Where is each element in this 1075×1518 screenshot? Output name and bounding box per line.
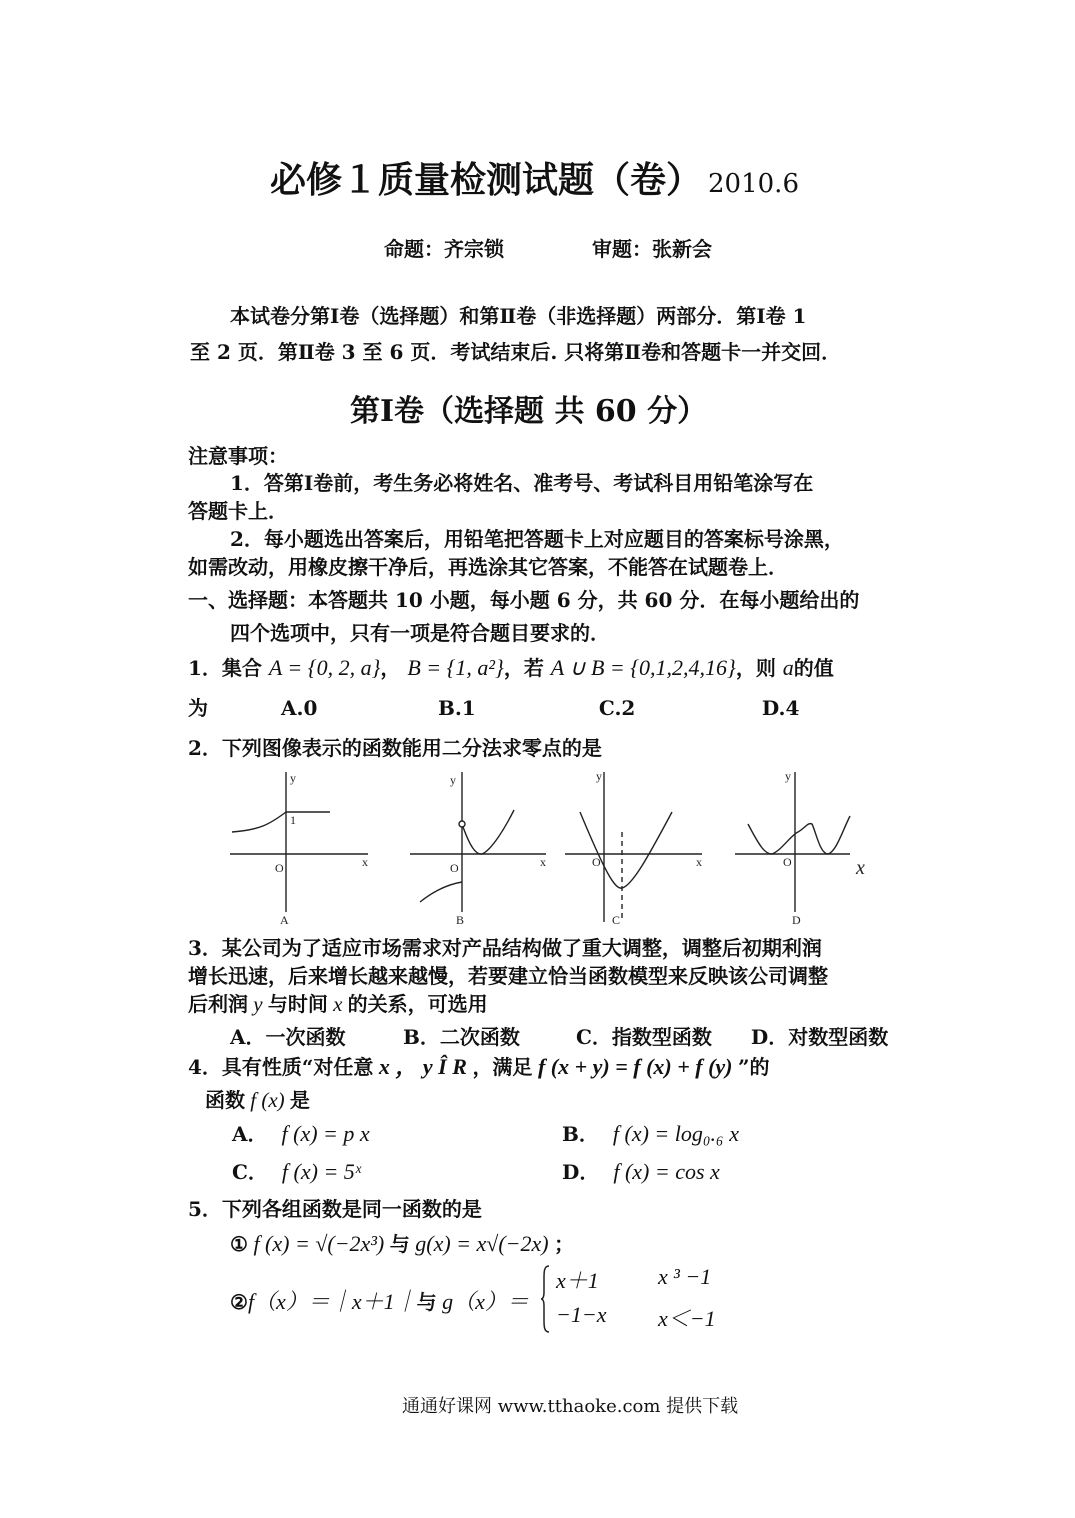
svg-text:O: O <box>783 855 792 869</box>
q3-option-c[interactable]: C．指数型函数 <box>575 1025 712 1049</box>
graph-b[interactable] <box>410 772 546 927</box>
q4-option-d[interactable]: D． f (x) = cos x <box>562 1159 720 1184</box>
q1-option-c[interactable]: C.2 <box>598 696 636 720</box>
part-heading-line-1: 一、选择题：本答题共 10 小题，每小题 6 分，共 60 分．在每小题给出的 <box>188 588 860 612</box>
graph-d[interactable] <box>735 769 865 927</box>
q1-option-b[interactable]: B.1 <box>437 696 476 720</box>
graph-d-label: D <box>792 913 801 927</box>
notice-item-2-line-2: 如需改动，用橡皮擦干净后，再选涂其它答案，不能答在试题卷上． <box>188 555 788 579</box>
svg-text:1: 1 <box>290 813 296 827</box>
piece-2-expr: −1−x <box>556 1302 607 1327</box>
svg-text:x: x <box>362 855 368 869</box>
author-line <box>384 233 712 262</box>
svg-text:O: O <box>275 861 284 875</box>
graph-c-label: C <box>612 913 621 927</box>
footer-credit: 通通好课网 www.tthaoke.com 提供下载 <box>402 1396 739 1417</box>
notice-heading: 注意事项： <box>188 444 288 468</box>
question-3-line-2: 增长迅速，后来增长越来越慢，若要建立恰当函数模型来反映该公司调整 <box>188 964 828 988</box>
reviewer-label: 审题：张新会 <box>592 237 712 261</box>
graph-a[interactable] <box>230 771 368 927</box>
graph-b-label: B <box>456 913 465 927</box>
q4-option-b[interactable]: B． f (x) = log₀.₆ x <box>562 1121 739 1146</box>
svg-text:O: O <box>592 855 601 869</box>
piece-1-expr: x＋1 <box>556 1268 599 1293</box>
q1-option-d[interactable]: D.4 <box>761 696 800 720</box>
q3-option-a[interactable]: A．一次函数 <box>230 1025 346 1049</box>
question-5-item-2: ②f（x）＝｜x＋1｜与 g（x）＝ <box>230 1289 529 1314</box>
intro-line-2: 至 2 页．第Ⅱ卷 3 至 6 页．考试结束后. 只将第Ⅱ卷和答题卡一并交回． <box>190 340 842 364</box>
notice-item-1-line-1: 1．答第Ⅰ卷前，考生务必将姓名、准考号、考试科目用铅笔涂写在 <box>230 471 814 495</box>
svg-text:x: x <box>856 857 865 879</box>
piece-2-cond: x＜−1 <box>658 1306 716 1331</box>
question-5-stem: 5．下列各组函数是同一函数的是 <box>188 1197 482 1221</box>
question-3-options <box>230 1021 888 1050</box>
graph-a-label: A <box>280 913 289 927</box>
question-1-options: 为 A.0 B.1 C.2 D.4 <box>188 696 800 720</box>
q3-option-b[interactable]: B．二次函数 <box>402 1025 520 1049</box>
notice-item-2-line-1: 2．每小题选出答案后，用铅笔把答题卡上对应题目的答案标号涂黑， <box>230 527 844 551</box>
function-graphs-figure <box>220 762 880 927</box>
svg-text:y: y <box>596 769 602 783</box>
svg-text:x: x <box>540 855 546 869</box>
page-title: 必修１质量检测试题（卷） 2010.6 <box>270 159 799 201</box>
piece-1-cond: x ³ −1 <box>658 1264 712 1289</box>
svg-text:y: y <box>450 773 456 787</box>
graph-c[interactable] <box>565 769 702 927</box>
brace-icon <box>540 1264 552 1334</box>
svg-text:O: O <box>450 861 459 875</box>
svg-text:y: y <box>290 771 296 785</box>
notice-item-1-line-2: 答题卡上． <box>188 499 288 523</box>
q4-option-a[interactable]: A． f (x) = p x <box>232 1121 370 1146</box>
question-5-item-1: ① f (x) = √(−2x³) 与 g(x) = x√(−2x) ； <box>230 1231 575 1256</box>
question-4-line-1: 4．具有性质“对任意 x ， y Î R ，满足 f (x + y) = f (x) + f (y) ”的 <box>188 1054 770 1079</box>
setter-label: 命题：齐宗锁 <box>384 237 504 261</box>
svg-text:y: y <box>785 769 791 783</box>
q4-option-c[interactable]: C． f (x) = 5ˣ <box>232 1159 362 1184</box>
question-4-line-2: 函数 f (x) 是 <box>205 1088 310 1112</box>
q1-option-a[interactable]: A.0 <box>280 696 318 720</box>
section-title: 第Ⅰ卷（选择题 共 60 分） <box>350 394 708 429</box>
q3-option-d[interactable]: D．对数型函数 <box>750 1025 889 1049</box>
svg-text:x: x <box>696 855 702 869</box>
title-date: 2010.6 <box>708 169 799 199</box>
question-3-line-1: 3．某公司为了适应市场需求对产品结构做了重大调整，调整后初期利润 <box>188 936 822 960</box>
question-2-stem: 2．下列图像表示的函数能用二分法求零点的是 <box>188 736 602 760</box>
question-1-stem: 1．集合 A = {0, 2, a}， B = {1, a²}，若 A ∪ B = {0,1,2,4,16}，则 a的值 <box>188 655 834 680</box>
intro-line-1: 本试卷分第Ⅰ卷（选择题）和第Ⅱ卷（非选择题）两部分．第Ⅰ卷 1 <box>230 304 807 328</box>
part-heading-line-2: 四个选项中，只有一项是符合题目要求的． <box>230 621 610 645</box>
question-3-line-3: 后利润 y 与时间 x 的关系，可选用 <box>188 992 488 1016</box>
